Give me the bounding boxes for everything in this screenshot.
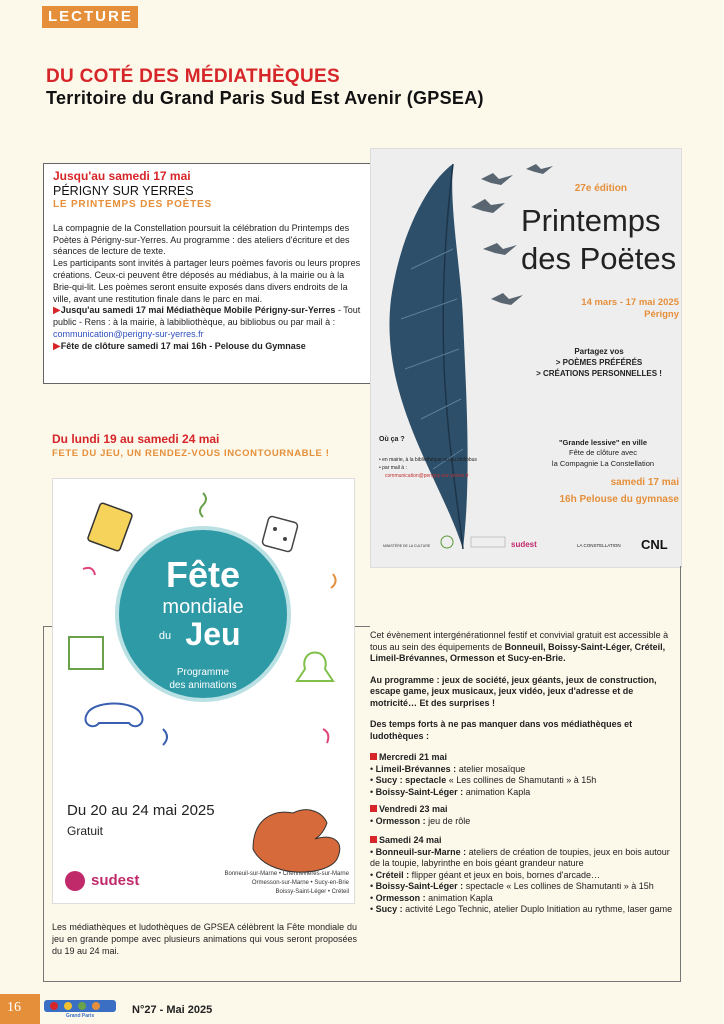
event1-bullet2-bold: Fête de clôture samedi 17 mai 16h - Pelouse du Gymnase [60,340,306,351]
poster2-logo: sudest [91,872,140,889]
event1-para1: La compagnie de la Constellation poursuit la célébration du Printemps des Poètes à Périgny-sur-Yerres. Au programme : des ateliers d'écriture et des séances de lecture de texte. [53,222,350,257]
day-title: Mercredi 21 mai [370,752,676,764]
poster2-title4: Jeu [185,616,241,652]
poster2-towns2: Ormesson-sur-Marne • Sucy-en-Brie [251,880,349,886]
poster1-lessive3: la Compagnie La Constellation [551,459,655,468]
poster1-where3: communication@perigny-sur-yerres.fr [385,473,469,479]
poster1-share3: > CRÉATIONS PERSONNELLES ! [536,369,662,378]
poster1-where1: • en mairie, à la bibliothèque ou au bibliobus [379,457,477,463]
frame-line [43,981,681,982]
frame-line [680,566,681,982]
list-item: • Sucy : activité Lego Technic, atelier Duplo Initiation au rythme, laser game [370,904,673,914]
event1-place: PÉRIGNY SUR YERRES [53,184,194,198]
event1-bullet1-text: - Tout public - Rens : à la mairie, à labibliothèque, au bibliobus ou par mail à : [53,305,361,328]
poster1-logo3: LA CONSTELLATION [577,543,621,548]
dice-icon [262,516,299,553]
event1-date: Jusqu'au samedi 17 mai [53,169,191,183]
poster2-free: Gratuit [67,824,104,838]
event1-bullet1 [53,305,361,340]
poster2-caption: Les médiathèques et ludothèques de GPSEA célèbrent la Fête mondiale du jeu en grande pompe avec plusieurs animations qui vous seront proposées du 19 au 24 mai. [52,922,357,956]
poster2-towns1: Bonneuil-sur-Marne • Chennevières-sur-Marne [224,871,349,877]
gamepad-icon [86,704,143,727]
poster1-share1: Partagez vos [574,347,624,356]
list-item: • Ormesson : animation Kapla [370,892,493,903]
bullet-square-icon [370,805,377,812]
poster1-dates: 14 mars - 17 mai 2025 [581,297,679,308]
poster1-title2: des Poëtes [521,241,677,276]
list-item: • Ormesson : jeu de rôle [370,815,471,826]
event2-date: Du lundi 19 au samedi 24 mai [52,432,220,446]
day-block [370,804,676,827]
magazine-logo [44,1000,116,1018]
list-item: • Limeil-Brévannes : atelier mosaïque [370,763,526,774]
highlights-text: Des temps forts à ne pas manquer dans vos médiathèques et ludothèques : [370,719,633,741]
poster2-title3: du [158,630,172,642]
poster1-logo4: CNL [641,537,668,552]
poster2-towns3: Boissy-Saint-Léger • Créteil [275,889,349,895]
arrow-icon: ▶ [53,305,61,317]
frame-line [355,626,370,627]
email-link[interactable]: communication@perigny-sur-yerres.fr [53,328,204,339]
list-item: • Sucy : spectacle « Les collines de Shamutanti » à 15h [370,775,597,785]
arrow-icon: ▶ [53,340,61,352]
program-text: Au programme : jeux de société, jeux géants, jeux de construction, escape game, jeux musicaux, jeux vidéo, jeux d'adresse et de motricité… Et des surprises ! [370,674,657,708]
poster1-logo2: sudest [511,540,537,549]
poster1-where-title: Où ça ? [379,436,405,443]
poster1-town: Périgny [644,309,679,320]
list-item: • Boissy-Saint-Léger : spectacle « Les collines de Shamutanti » à 15h [370,881,654,891]
intro-text: Cet évènement intergénérationnel festif et convivial gratuit est accessible à tous au sein des équipements de [370,630,669,652]
event1-para2: Les participants sont invités à partager leurs poèmes favoris ou leurs propres créations. Ceux-ci peuvent être déposés au médiabus, à la mairie ou à la Brie-qui-lit. Les poèmes seront ensuite exposés dans divers endroits de la ville, avant une restitution finale dans le parc en mai. [53,258,361,304]
program-paragraph [370,675,676,710]
day-block [370,752,676,798]
section-tag: LECTURE [42,6,138,28]
poster1-lessive2: Fête de clôture avec [569,448,637,457]
day-title: Vendredi 23 mai [370,804,676,816]
bullet-square-icon [370,753,377,760]
page-number: 16 [0,994,40,1024]
page-subtitle: Territoire du Grand Paris Sud Est Avenir (GPSEA) [46,88,484,108]
poster1-logo1: MINISTÈRE DE LA CULTURE [383,544,431,548]
poster2-title2: mondiale [162,596,244,618]
poster2-title1: Fête [165,554,241,595]
printemps-poster [370,148,682,568]
poster1-closing2: 16h Pelouse du gymnase [559,494,679,505]
bullet-square-icon [370,836,377,843]
event1-bullet2 [53,341,361,353]
list-item: • Bonneuil-sur-Marne : ateliers de création de toupies, jeux en bois autour de la toupie, labyrinthe en bois géant grandeur nature [370,846,670,868]
poster1-edition: 27e édition [574,183,627,194]
intro-paragraph [370,630,676,665]
fete-du-jeu-poster [52,478,355,904]
fete-du-jeu-details [370,630,676,916]
list-item: • Boissy-Saint-Léger : animation Kapla [370,786,531,797]
poster1-lessive1: "Grande lessive" en ville [559,438,647,447]
day-block [370,835,676,916]
intro-bold: Bonneuil, Boissy-Saint-Léger, Créteil, Limeil-Brévannes, Ormesson et Sucy-en-Brie. [370,641,666,663]
event1-name: LE PRINTEMPS DES POÈTES [53,199,212,210]
poster2-dates: Du 20 au 24 mai 2025 [67,802,215,819]
event2-name: FETE DU JEU, UN RENDEZ-VOUS INCONTOURNABLE ! [52,448,330,459]
logo-text: Grand Paris [65,1013,95,1018]
event1-bullet1-bold: Jusqu'au samedi 17 mai Médiathèque Mobile Périgny-sur-Yerres [60,305,336,316]
sudest-logo-icon [65,871,85,891]
cards-icon [69,637,103,669]
list-item: • Créteil : flipper géant et jeux en bois, bornes d'arcade… [370,869,601,880]
event1-box [43,163,371,384]
poster2-program1: Programme [176,667,230,678]
poster1-share2: > POÈMES PRÉFÉRÉS [555,358,643,367]
issue-number: N°27 - Mai 2025 [132,1004,213,1016]
page-title: DU COTÉ DES MÉDIATHÈQUES [46,66,340,87]
poster1-title1: Printemps [521,203,661,238]
poster1-where2: • par mail à : [379,465,407,471]
poster-feather-graphic [371,149,682,568]
highlights-paragraph [370,719,676,742]
poster2-program2: des animations [169,680,237,691]
frame-line [43,626,44,982]
poster-game-graphic [53,479,355,904]
day-title: Samedi 24 mai [370,835,676,847]
poster1-closing1: samedi 17 mai [610,477,679,488]
